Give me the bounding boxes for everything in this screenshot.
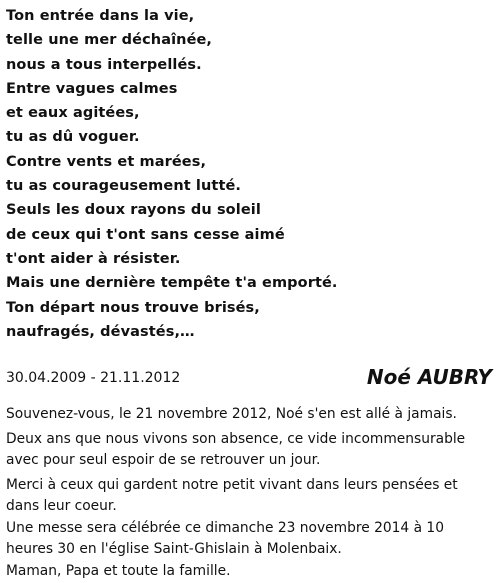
notice-paragraph: Une messe sera célébrée ce dimanche 23 novembre 2014 à 10 heures 30 en l'église Saint-Ghislain à Molenbaix.: [6, 519, 444, 557]
poem-line: de ceux qui t'ont sans cesse aimé: [6, 226, 285, 243]
memorial-notice: [6, 404, 494, 582]
poem-line: telle une mer déchaînée,: [6, 32, 213, 49]
poem-line: naufragés, dévastés,…: [6, 323, 195, 340]
deceased-name: Noé AUBRY: [366, 365, 492, 389]
poem-line: Mais une dernière tempête t'a emporté.: [6, 275, 338, 292]
notice-paragraph: Deux ans que nous vivons son absence, ce vide incommensurable avec pour seul espoir de se retrouver un jour.: [6, 430, 466, 468]
poem-line: Seuls les doux rayons du soleil: [6, 202, 261, 219]
poem-line: Contre vents et marées,: [6, 153, 207, 170]
life-dates: 30.04.2009 - 21.11.2012: [6, 370, 181, 386]
poem-line: tu as dû voguer.: [6, 129, 140, 146]
poem-line: t'ont aider à résister.: [6, 250, 181, 267]
poem-line: Ton départ nous trouve brisés,: [6, 299, 260, 316]
poem-line: nous a tous interpellés.: [6, 56, 202, 73]
notice-paragraph: Souvenez-vous, le 21 novembre 2012, Noé s'en est allé à jamais.: [6, 406, 457, 422]
poem: [6, 4, 486, 344]
notice-signature: Maman, Papa et toute la famille.: [6, 562, 231, 579]
poem-line: Entre vagues calmes: [6, 80, 178, 97]
poem-line: Ton entrée dans la vie,: [6, 8, 195, 24]
poem-line: tu as courageusement lutté.: [6, 178, 242, 195]
notice-paragraph: Merci à ceux qui gardent notre petit vivant dans leurs pensées et dans leur coeur.: [6, 476, 458, 514]
poem-line: et eaux agitées,: [6, 105, 140, 122]
